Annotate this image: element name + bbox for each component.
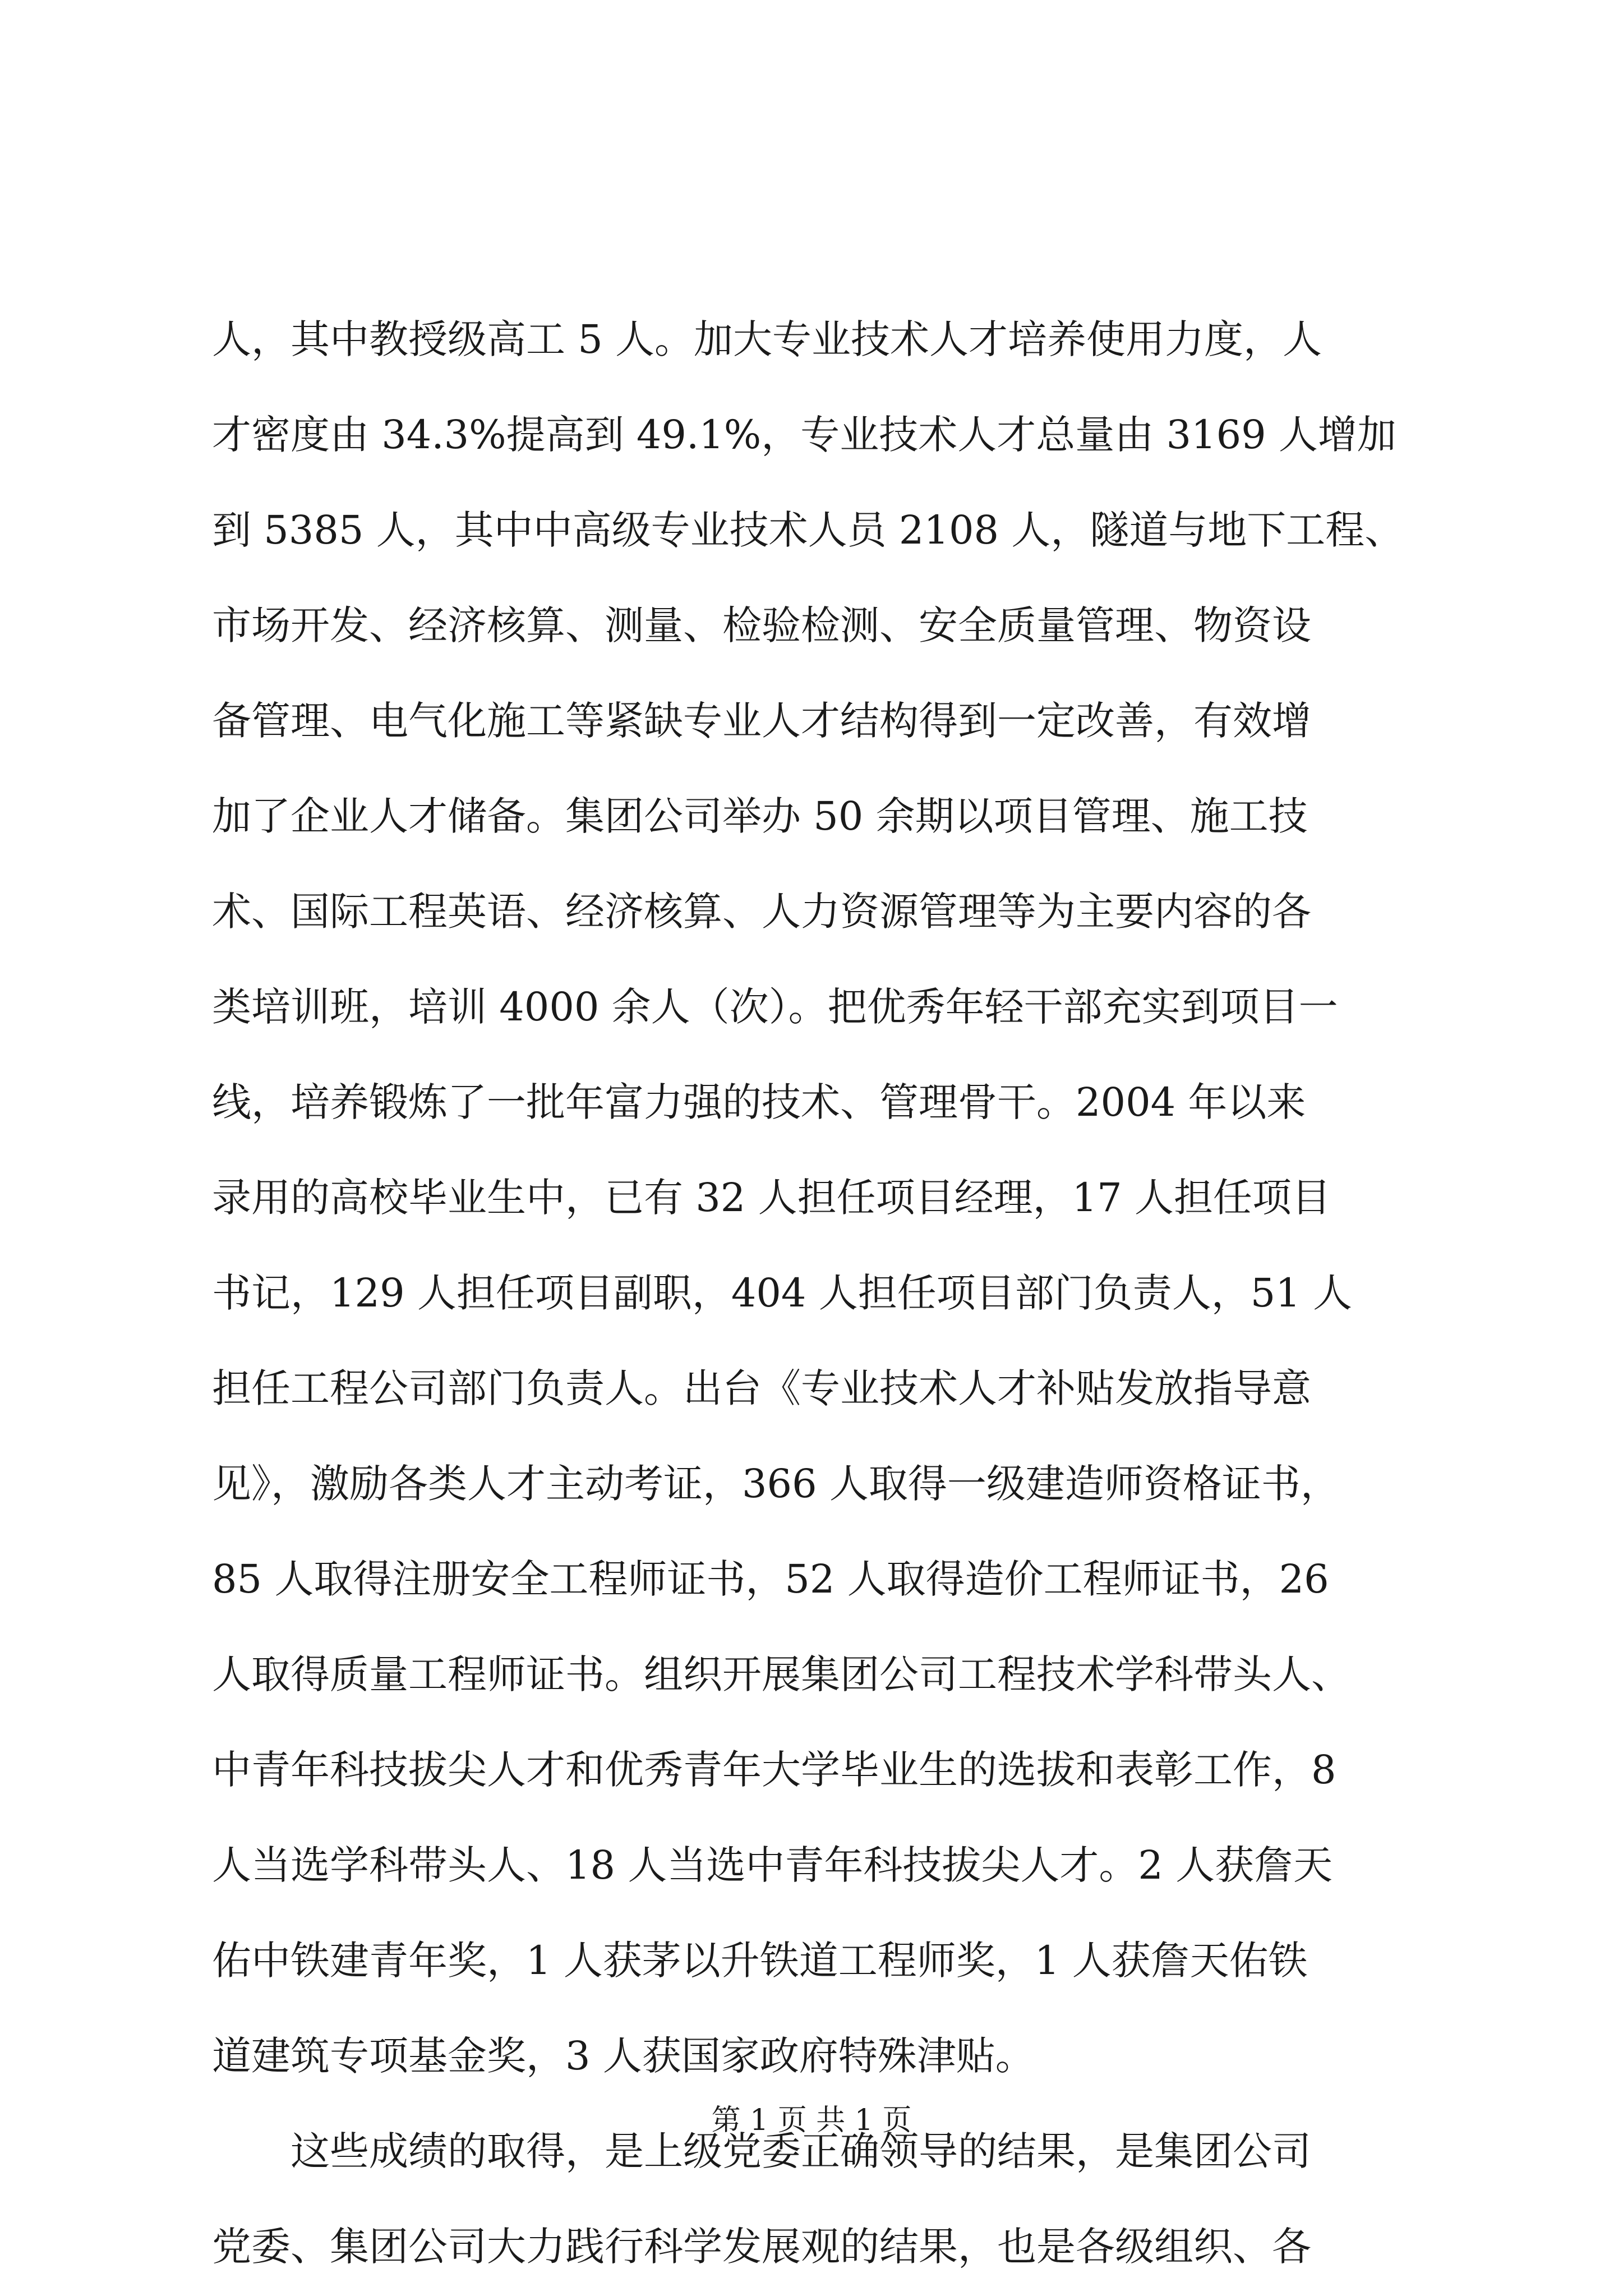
text-line: 类培训班，培训 4000 余人（次）。把优秀年轻干部充实到项目一: [212, 984, 1338, 1030]
text-line: 到 5385 人，其中中高级专业技术人员 2108 人，隧道与地下工程、: [212, 507, 1404, 553]
page-footer: 第 1 页 共 1 页: [711, 2104, 912, 2137]
text-line: 才密度由 34.3%提高到 49.1%，专业技术人才总量由 3169 人增加: [212, 412, 1396, 458]
text-line: 加了企业人才储备。集团公司举办 50 余期以项目管理、施工技: [212, 793, 1308, 839]
text-line: 党委、集团公司大力践行科学发展观的结果，也是各级组织、各: [212, 2224, 1311, 2270]
text-line: 人取得质量工程师证书。组织开展集团公司工程技术学科带头人、: [212, 1651, 1350, 1697]
text-line: 中青年科技拔尖人才和优秀青年大学毕业生的选拔和表彰工作，8: [212, 1747, 1336, 1793]
text-line: 见》，激励各类人才主动考证，366 人取得一级建造师资格证书，: [212, 1461, 1340, 1507]
text-line: 市场开发、经济核算、测量、检验检测、安全质量管理、物资设: [212, 602, 1311, 648]
text-line: 道建筑专项基金奖，3 人获国家政府特殊津贴。: [212, 2033, 1035, 2079]
text-line: 书记，129 人担任项目副职，404 人担任项目部门负责人，51 人: [212, 1270, 1353, 1316]
text-line: 备管理、电气化施工等紧缺专业人才结构得到一定改善，有效增: [212, 698, 1311, 744]
text-line: 术、国际工程英语、经济核算、人力资源管理等为主要内容的各: [212, 889, 1311, 935]
text-line: 人，其中教授级高工 5 人。加大专业技术人才培养使用力度，人: [212, 316, 1322, 362]
paragraph-start-line: 这些成绩的取得，是上级党委正确领导的结果，是集团公司: [291, 2128, 1311, 2174]
text-line: 线，培养锻炼了一批年富力强的技术、管理骨干。2004 年以来: [212, 1079, 1306, 1125]
text-line: 人当选学科带头人、18 人当选中青年科技拔尖人才。2 人获詹天: [212, 1842, 1333, 1888]
text-line: 录用的高校毕业生中，已有 32 人担任项目经理，17 人担任项目: [212, 1175, 1331, 1221]
body-text: [212, 292, 1423, 2294]
text-line: 85 人取得注册安全工程师证书，52 人取得造价工程师证书，26: [212, 1556, 1329, 1602]
text-line: 担任工程公司部门负责人。出台《专业技术人才补贴发放指导意: [212, 1365, 1311, 1411]
text-line: 佑中铁建青年奖，1 人获茅以升铁道工程师奖，1 人获詹天佑铁: [212, 1938, 1308, 1984]
